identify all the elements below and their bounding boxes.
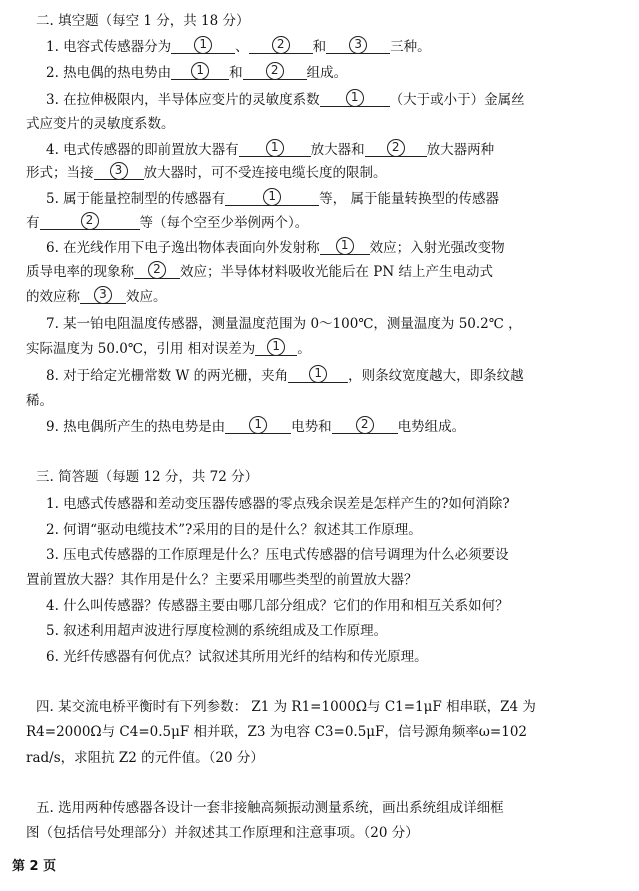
answer-blank xyxy=(320,90,390,107)
question-2-4-cont: 形式；当接 3 放大器时，可不受连接电缆长度的限制。 xyxy=(26,163,387,181)
question-2-6: 6. 在光线作用下电子逸出物体表面向外发射称 1 效应；入射光强改变物 xyxy=(46,238,505,256)
section3-title: 三. 简答题（每题 12 分，共 72 分） xyxy=(36,469,259,485)
section3-item: 置前置放大器？其作用是什么？主要采用哪些类型的前置放大器？ xyxy=(26,572,418,588)
answer-blank xyxy=(365,140,427,157)
section3-item: 2. 何谓“驱动电缆技术”?采用的目的是什么？叙述其工作原理。 xyxy=(46,522,422,538)
section3-item: 4. 什么叫传感器？传感器主要由哪几部分组成？它们的作用和相互关系如何？ xyxy=(46,598,509,614)
section5-line: 图（包括信号处理部分）并叙述其工作原理和注意事项。（20 分） xyxy=(26,825,419,841)
answer-blank xyxy=(288,366,348,383)
section3-item: 5. 叙述利用超声波进行厚度检测的系统组成及工作原理。 xyxy=(46,623,388,639)
answer-mark: 1 xyxy=(346,89,364,107)
section3-item: 6. 光纤传感器有何优点？试叙述其所用光纤的结构和传光原理。 xyxy=(46,649,428,665)
question-2-5: 5. 属于能量控制型的传感器有 1 等， 属于能量转换型的传感器 xyxy=(46,189,499,207)
answer-blank xyxy=(320,238,370,255)
answer-mark: 3 xyxy=(94,286,112,304)
question-2-5-cont: 有 2 等（每个空至少举例两个）。 xyxy=(26,213,309,231)
answer-mark: 2 xyxy=(272,36,290,54)
section5-line: 五. 选用两种传感器各设计一套非接触高频振动测量系统，画出系统组成详细框 xyxy=(36,800,504,816)
answer-mark: 1 xyxy=(267,338,285,356)
answer-mark: 1 xyxy=(194,36,212,54)
answer-mark: 2 xyxy=(148,261,166,279)
answer-blank xyxy=(80,287,126,304)
section3-item: 1. 电感式传感器和差动变压器传感器的零点残余误差是怎样产生的?如何消除? xyxy=(46,496,510,512)
answer-blank xyxy=(249,37,313,54)
question-2-3-cont: 式应变片的灵敏度系数。 xyxy=(26,116,175,132)
page-number: 第 2 页 xyxy=(12,859,57,874)
answer-blank xyxy=(134,262,180,279)
answer-mark: 1 xyxy=(191,62,209,80)
answer-mark: 1 xyxy=(266,139,284,157)
question-2-2: 2. 热电偶的热电势由 1 和 2 组成。 xyxy=(46,63,348,81)
answer-blank xyxy=(243,63,307,80)
answer-mark: 1 xyxy=(249,416,267,434)
answer-blank xyxy=(332,417,398,434)
answer-mark: 1 xyxy=(309,365,327,383)
answer-blank xyxy=(255,339,297,356)
question-2-8-cont: 稀。 xyxy=(26,393,53,409)
answer-blank xyxy=(40,213,140,230)
section3-item: 3. 压电式传感器的工作原理是什么？压电式传感器的信号调理为什么必须要设 xyxy=(46,547,509,563)
question-2-6-cont2: 的效应称 3 效应。 xyxy=(26,287,167,305)
answer-mark: 2 xyxy=(387,139,405,157)
question-2-7-cont: 实际温度为 50.0℃，引用 相对误差为 1 。 xyxy=(26,339,311,357)
section2-title: 二. 填空题（每空 1 分，共 18 分） xyxy=(36,13,250,29)
answer-blank xyxy=(94,163,144,180)
section4-line: rad/s，求阻抗 Z2 的元件值。（20 分） xyxy=(26,750,264,766)
answer-mark: 1 xyxy=(336,237,354,255)
answer-blank xyxy=(225,417,291,434)
answer-blank xyxy=(239,140,311,157)
question-2-3: 3. 在拉伸极限内，半导体应变片的灵敏度系数 1 （大于或小于）金属丝 xyxy=(46,90,525,108)
question-2-4: 4. 电式传感器的即前置放大器有 1 放大器和 2 放大器两种 xyxy=(46,140,495,158)
answer-mark: 3 xyxy=(349,36,367,54)
answer-mark: 1 xyxy=(263,188,281,206)
section4-line: 四. 某交流电桥平衡时有下列参数： Z1 为 R1=1000Ω与 C1=1μF 相串联，Z4 为 xyxy=(36,699,536,715)
answer-mark: 3 xyxy=(110,162,128,180)
question-2-8: 8. 对于给定光栅常数 W 的两光栅，夹角 1 ，则条纹宽度越大，即条纹越 xyxy=(46,366,524,384)
question-2-6-cont1: 质导电率的现象称 2 效应；半导体材料吸收光能后在 PN 结上产生电动式 xyxy=(26,262,493,280)
answer-mark: 2 xyxy=(81,212,99,230)
section4-line: R4=2000Ω与 C4=0.5μF 相并联，Z3 为电容 C3=0.5μF，信号源角频率ω=102 xyxy=(26,724,528,740)
answer-blank xyxy=(171,63,229,80)
question-2-7: 7. 某一铂电阻温度传感器，测量温度范围为 0～100℃，测量温度为 50.2℃ ， xyxy=(46,316,522,332)
answer-blank xyxy=(225,189,319,206)
answer-blank xyxy=(171,37,235,54)
answer-mark: 2 xyxy=(356,416,374,434)
answer-mark: 2 xyxy=(266,62,284,80)
answer-blank xyxy=(326,37,390,54)
question-2-9: 9. 热电偶所产生的热电势是由 1 电势和 2 电势组成。 xyxy=(46,417,466,435)
question-2-1: 1. 电容式传感器分为 1 、 2 和 3 三种。 xyxy=(46,37,431,55)
